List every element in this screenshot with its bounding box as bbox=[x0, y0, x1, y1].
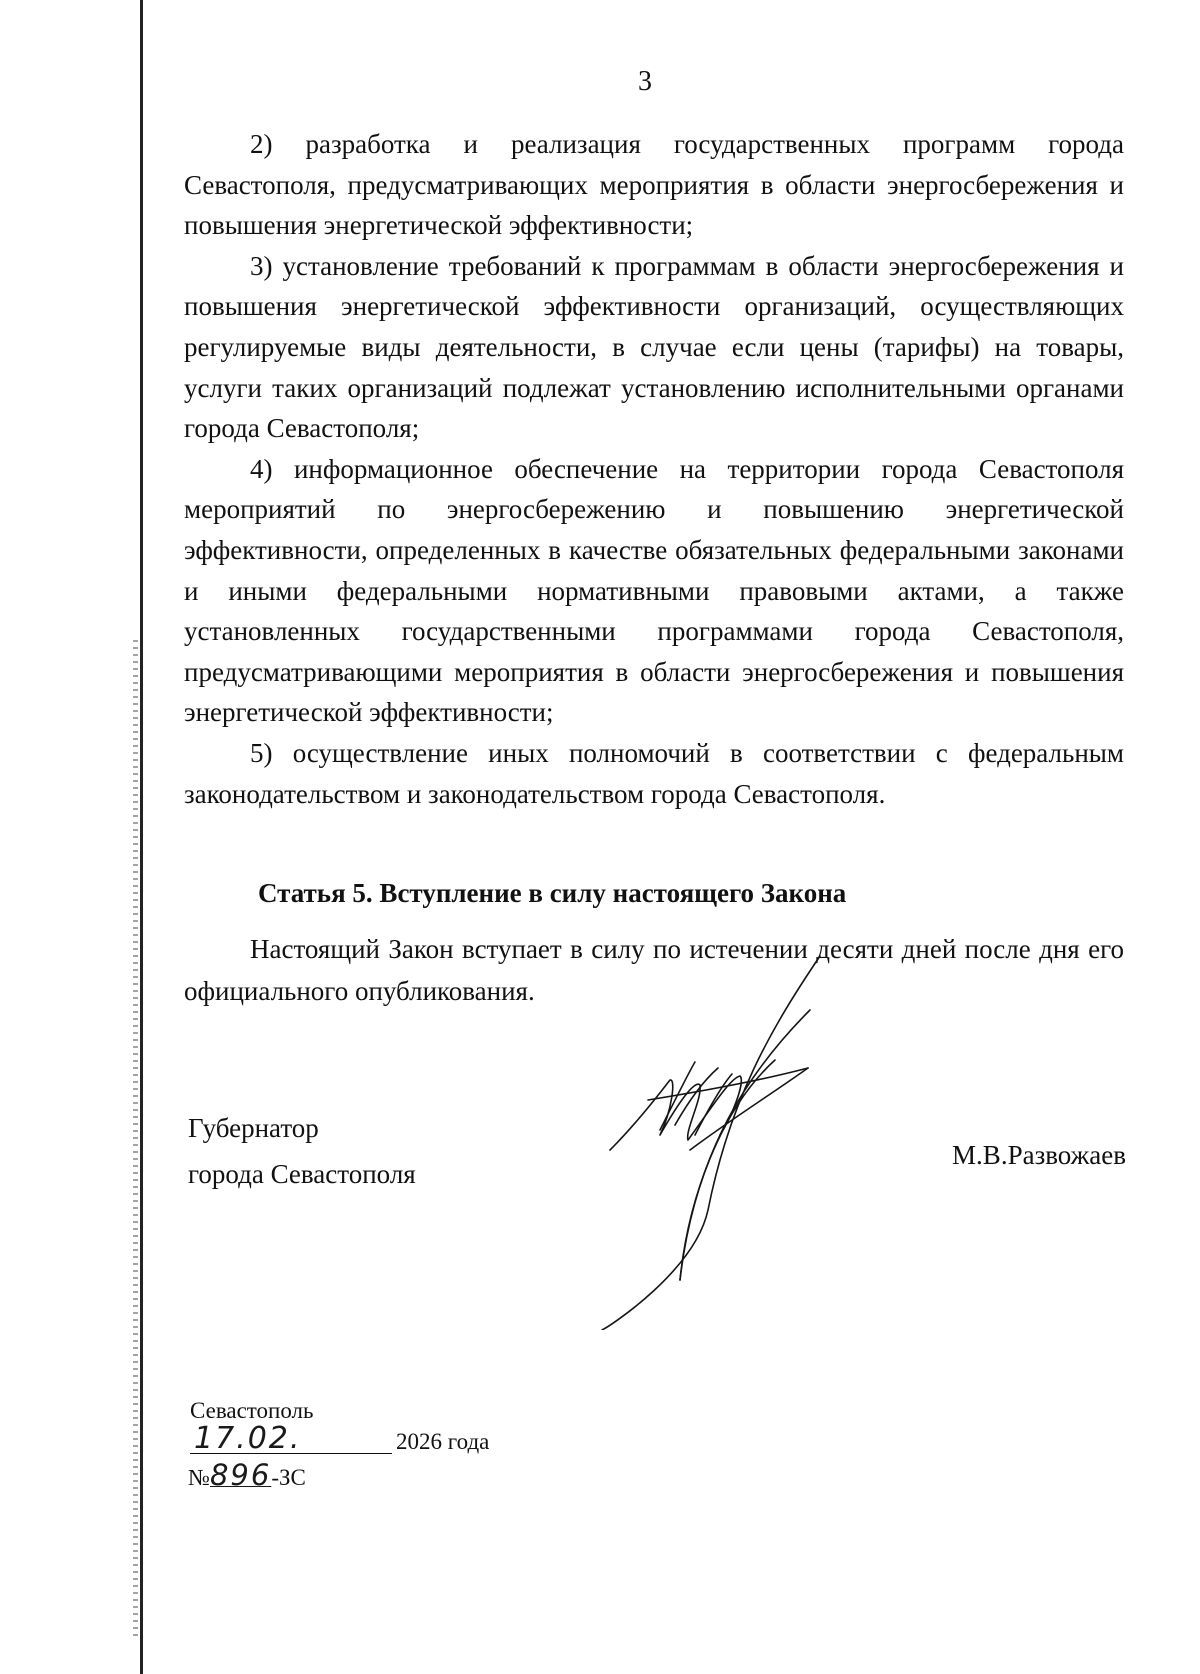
law-number-prefix: № bbox=[188, 1465, 210, 1490]
paragraph-item-3: 3) установление требований к программам в области энергосбережения и повышения энергетической эффективности организаций, осуществляющих регулируемые виды деятельности, в случае если цены (тарифы) на товары, услуги таких организаций подлежат установлению исполнительными органами города Севастополя; bbox=[184, 250, 1124, 444]
handwritten-signature bbox=[600, 950, 910, 1330]
law-number bbox=[188, 1458, 306, 1492]
paragraph-item-2: 2) разработка и реализация государственных программ города Севастополя, предусматривающих мероприятия в области энергосбережения и повышения энергетической эффективности; bbox=[184, 129, 1124, 241]
page-number: 3 bbox=[638, 66, 652, 97]
binding-stitch-marks bbox=[133, 640, 138, 1640]
law-number-suffix: -ЗС bbox=[271, 1465, 306, 1490]
handwritten-date: 17.02. bbox=[194, 1421, 302, 1456]
signing-place: Севастополь bbox=[190, 1398, 314, 1423]
body-text bbox=[184, 124, 1124, 814]
article-text: Настоящий Закон вступает в силу по истечении десяти дней после дня его официального опубликования. bbox=[184, 934, 1124, 1006]
signer-title-line-2: города Севастополя bbox=[188, 1159, 416, 1189]
paragraph-item-5: 5) осуществление иных полномочий в соответствии с федеральным законодательством и законодательством города Севастополя. bbox=[184, 737, 1124, 809]
handwritten-law-number: 896 bbox=[209, 1458, 272, 1492]
signer-title-line-1: Губернатор bbox=[188, 1113, 319, 1143]
signer-name: М.В.Развожаев bbox=[952, 1140, 1126, 1170]
article-heading: Статья 5. Вступление в силу настоящего Закона bbox=[258, 878, 847, 908]
date-underline bbox=[190, 1453, 392, 1454]
signing-date bbox=[190, 1421, 510, 1461]
binding-edge bbox=[140, 0, 143, 1674]
paragraph-item-4: 4) информационное обеспечение на территории города Севастополя мероприятий по энергосбережению и повышению энергетической эффективности, определенных в качестве обязательных федеральными законами и иными федеральными нормативными правовыми актами, а также установленных государственными программами города Севастополя, предусматривающими мероприятия в области энергосбережения и повышения энергетической эффективности; bbox=[184, 453, 1124, 728]
signer-title bbox=[188, 1105, 416, 1197]
date-year: 2026 года bbox=[396, 1429, 490, 1454]
